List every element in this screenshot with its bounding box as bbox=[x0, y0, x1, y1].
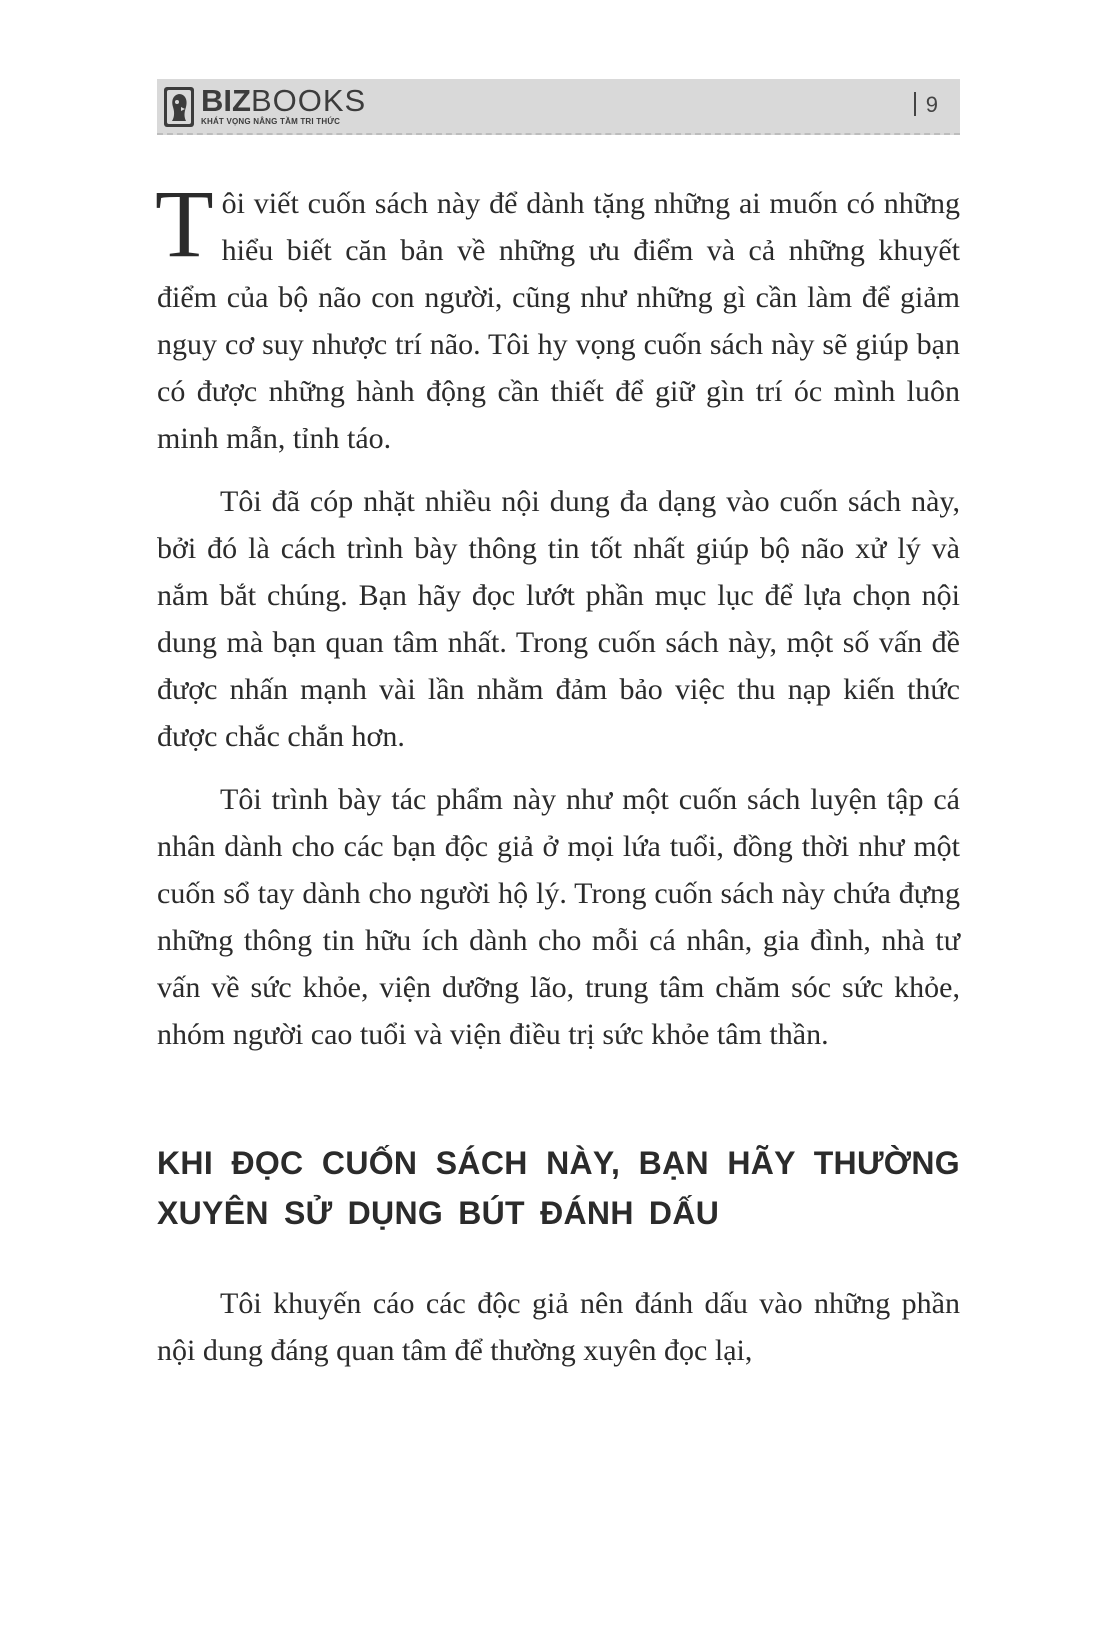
bizbooks-logo bbox=[163, 85, 366, 129]
page-body bbox=[155, 170, 960, 1374]
paragraph-4: Tôi khuyến cáo các độc giả nên đánh dấu vào những phần nội dung đáng quan tâm để thường xuyên đọc lại, bbox=[157, 1287, 960, 1367]
page-number: 9 bbox=[914, 92, 938, 118]
logo-emblem-icon bbox=[163, 85, 195, 129]
brand-name: BIZBOOKS bbox=[201, 83, 367, 118]
drop-cap: T bbox=[155, 170, 214, 277]
section-heading: KHI ĐỌC CUỐN SÁCH NÀY, BẠN HÃY THƯỜNG XUYÊN SỬ DỤNG BÚT ĐÁNH DẤU bbox=[157, 1145, 960, 1231]
brand-tagline: KHÁT VỌNG NÂNG TẦM TRI THỨC bbox=[201, 117, 341, 126]
page-header bbox=[157, 79, 960, 135]
paragraph-1: Tôi viết cuốn sách này để dành tặng những ai muốn có những hiểu biết căn bản về những ưu điểm và cả những khuyết điểm của bộ não con người, cũng như những gì cần làm để giảm nguy cơ suy nhược trí não. Tôi hy vọng cuốn sách này sẽ giúp bạn có được những hành động cần thiết để giữ gìn trí óc mình luôn minh mẫn, tỉnh táo. bbox=[155, 170, 960, 455]
paragraph-2: Tôi đã cóp nhặt nhiều nội dung đa dạng vào cuốn sách này, bởi đó là cách trình bày thông tin tốt nhất giúp bộ não xử lý và nắm bắt chúng. Bạn hãy đọc lướt phần mục lục để lựa chọn nội dung mà bạn quan tâm nhất. Trong cuốn sách này, một số vấn đề được nhấn mạnh vài lần nhằm đảm bảo việc thu nạp kiến thức được chắc chắn hơn. bbox=[157, 485, 960, 753]
paragraph-3: Tôi trình bày tác phẩm này như một cuốn sách luyện tập cá nhân dành cho các bạn độc giả ở mọi lứa tuổi, đồng thời như một cuốn sổ tay dành cho người hộ lý. Trong cuốn sách này chứa đựng những thông tin hữu ích dành cho mỗi cá nhân, gia đình, nhà tư vấn về sức khỏe, viện dưỡng lão, trung tâm chăm sóc sức khỏe, nhóm người cao tuổi và viện điều trị sức khỏe tâm thần. bbox=[157, 783, 960, 1051]
